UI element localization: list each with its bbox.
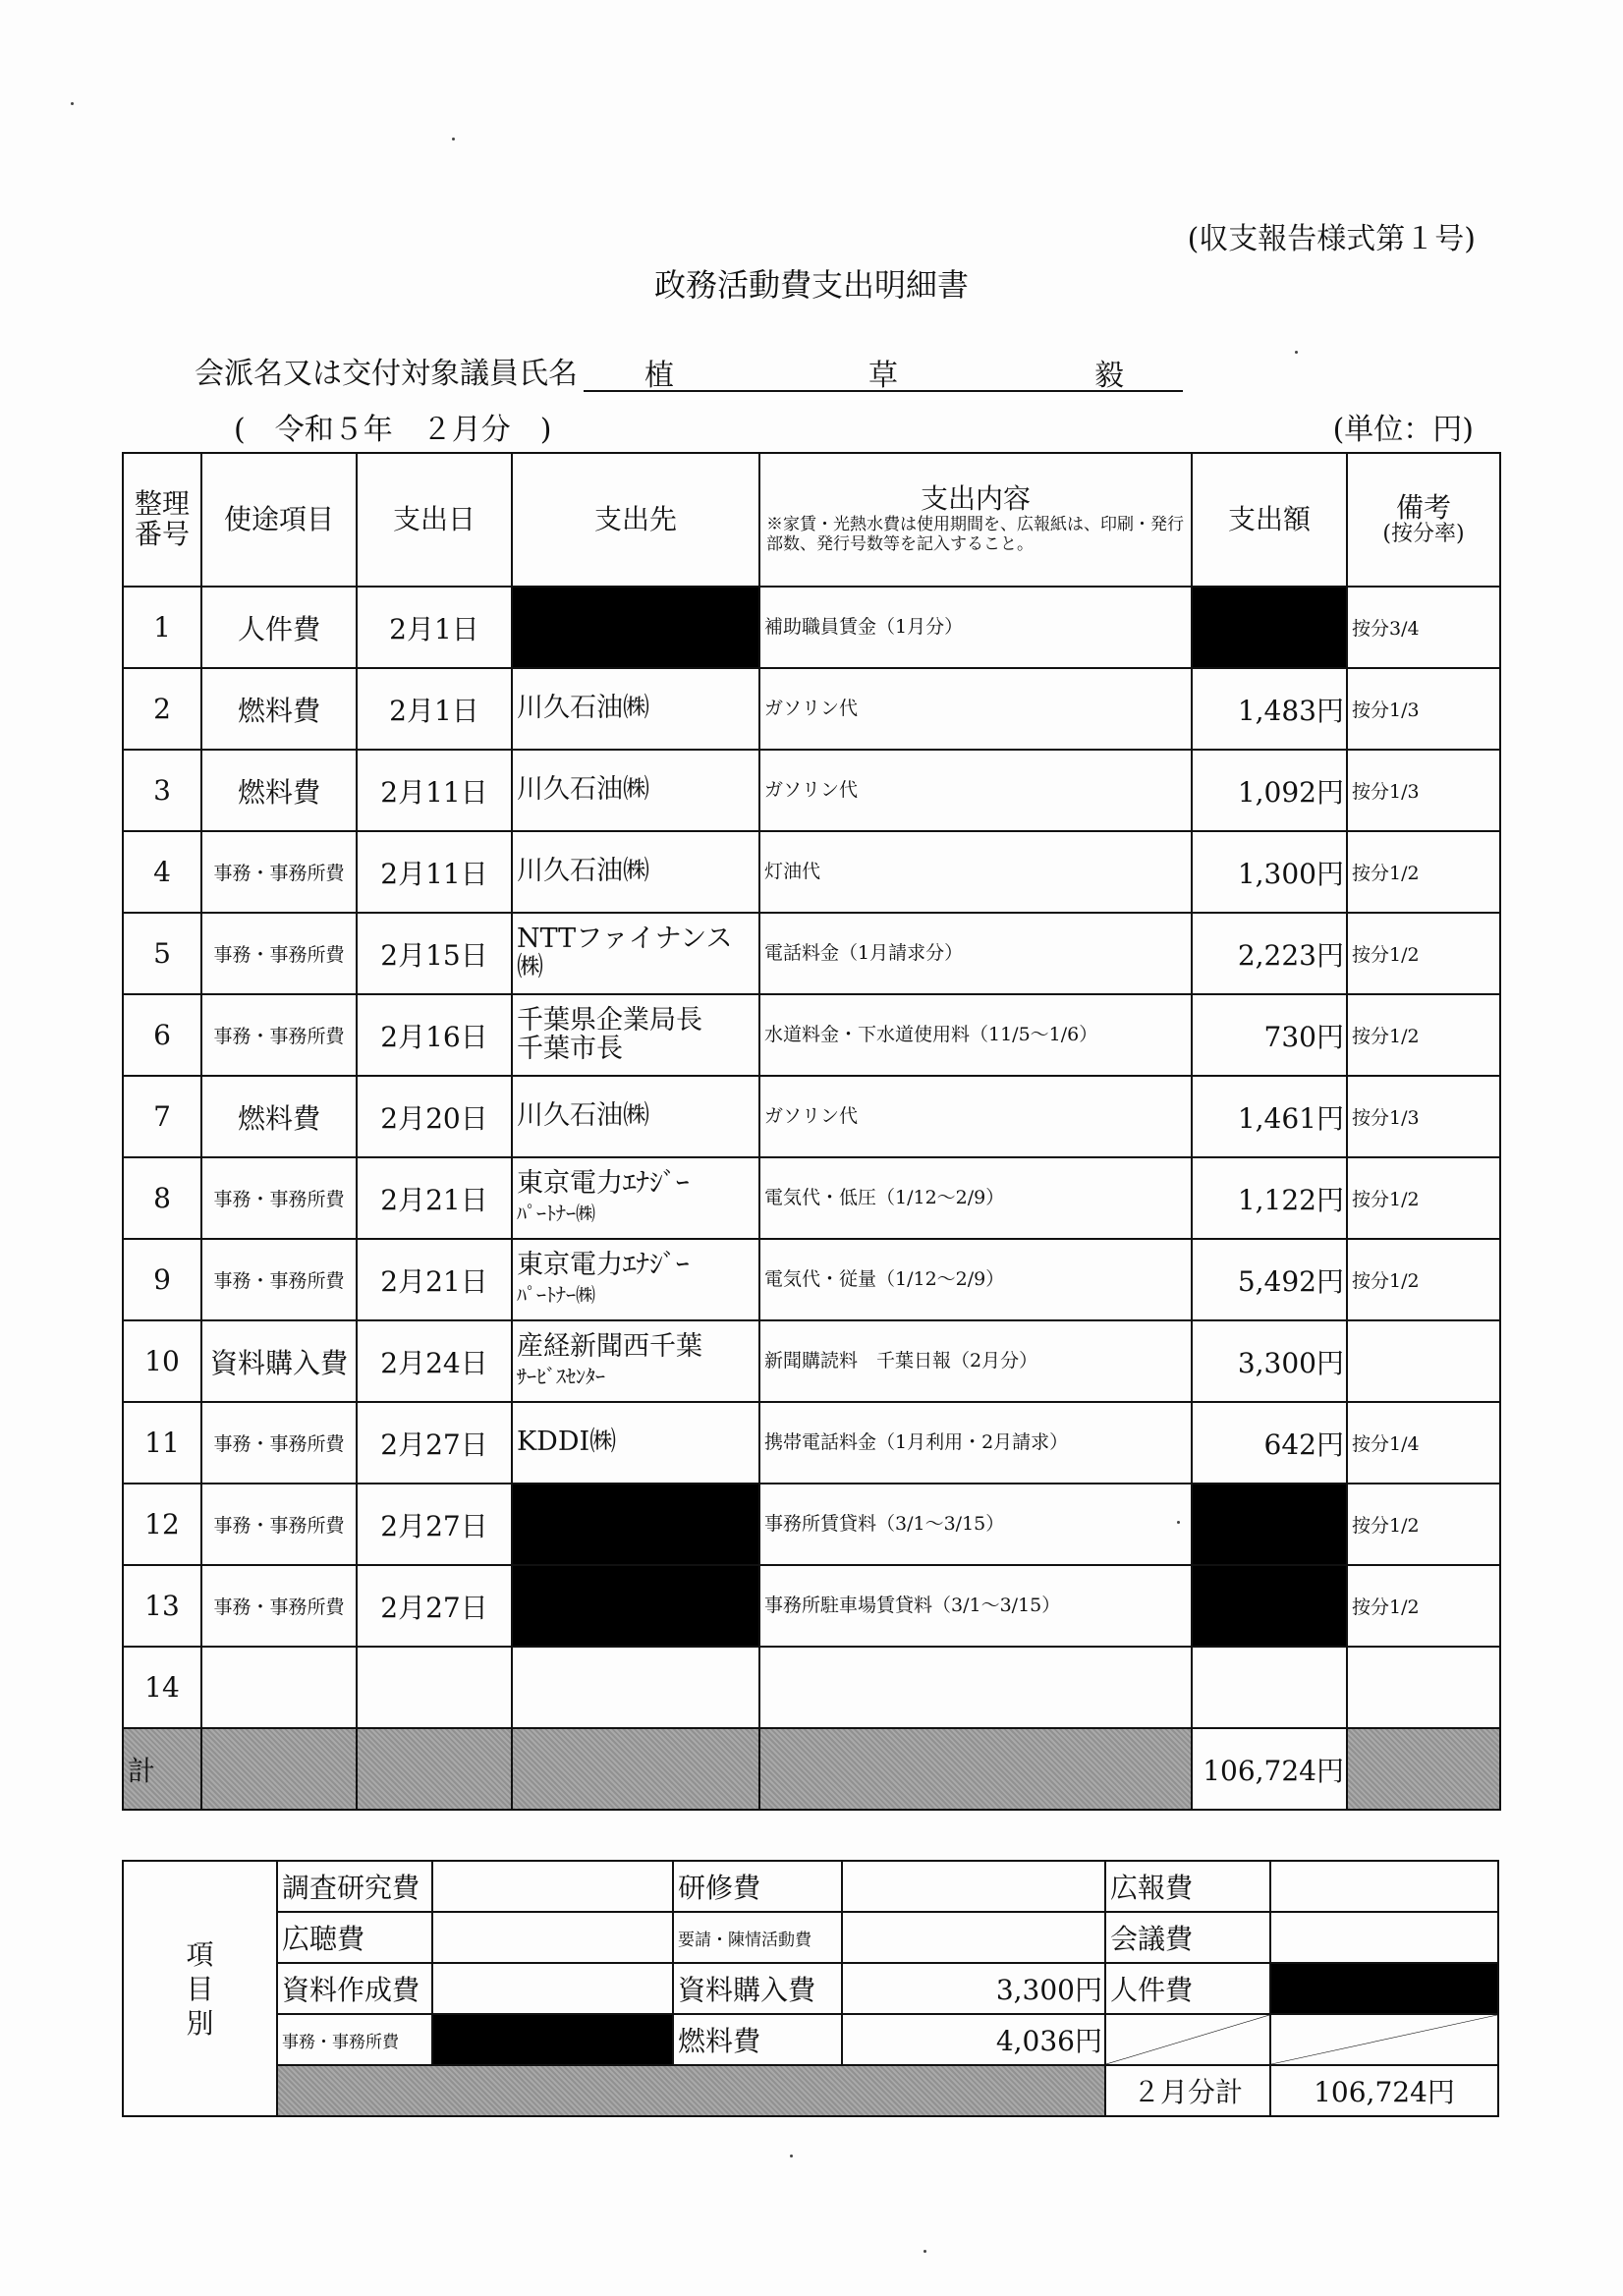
row-remarks: 按分1/2	[1347, 994, 1500, 1076]
scan-speck	[790, 2155, 793, 2157]
row-payee	[512, 1647, 759, 1728]
label-hearing: 広聴費	[277, 1912, 432, 1963]
row-remarks: 按分1/2	[1347, 1565, 1500, 1647]
label-training: 研修費	[673, 1861, 842, 1912]
summary-row-3	[123, 1963, 1498, 2014]
col-remarks	[1347, 453, 1500, 587]
row-remarks: 按分1/3	[1347, 668, 1500, 750]
value-fuel: 4,036円	[842, 2014, 1105, 2065]
label-publicity: 広報費	[1105, 1861, 1270, 1912]
row-content: 灯油代	[759, 831, 1192, 913]
row-remarks: 按分1/2	[1347, 1484, 1500, 1565]
row-content	[759, 1647, 1192, 1728]
row-amount: 3,300円	[1192, 1320, 1347, 1402]
row-remarks: 按分3/4	[1347, 587, 1500, 668]
row-category: 事務・事務所費	[201, 913, 357, 994]
row-payee	[512, 1320, 759, 1402]
row-payee-line2: 千葉市長	[517, 1033, 623, 1064]
col-amount: 支出額	[1192, 453, 1347, 587]
table-row	[123, 994, 1500, 1076]
row-no: 14	[123, 1647, 201, 1728]
side-char-3: 別	[186, 2006, 214, 2040]
member-name-part-1: 植	[644, 359, 674, 393]
summary-row-4	[123, 2014, 1498, 2065]
row-category: 事務・事務所費	[201, 1565, 357, 1647]
row-no: 11	[123, 1402, 201, 1484]
col-no	[123, 453, 201, 587]
value-petition	[842, 1912, 1105, 1963]
total-blank-3	[512, 1728, 759, 1810]
col-content-note: ※家賃・光熱水費は使用期間を、広報紙は、印刷・発行部数、発行号数等を記入すること。	[766, 515, 1184, 555]
label-petition: 要請・陳情活動費	[673, 1912, 842, 1963]
label-materials-purchase: 資料購入費	[673, 1963, 842, 2014]
value-materials-purchase: 3,300円	[842, 1963, 1105, 2014]
row-payee-redacted	[512, 1484, 759, 1565]
row-no: 8	[123, 1157, 201, 1239]
row-category: 事務・事務所費	[201, 831, 357, 913]
label-materials-creation: 資料作成費	[277, 1963, 432, 2014]
row-content: 電気代・低圧（1/12～2/9）	[759, 1157, 1192, 1239]
row-no: 3	[123, 750, 201, 831]
table-row	[123, 1484, 1500, 1565]
row-amount: 1,461円	[1192, 1076, 1347, 1157]
value-research	[432, 1861, 673, 1912]
table-row	[123, 1076, 1500, 1157]
row-amount: 730円	[1192, 994, 1347, 1076]
value-personnel-redacted	[1270, 1963, 1498, 2014]
row-payee-line2: ﾊﾟｰﾄﾅｰ㈱	[517, 1282, 595, 1307]
diagonal-cell-1	[1105, 2014, 1270, 2065]
row-remarks: 按分1/2	[1347, 913, 1500, 994]
value-meeting	[1270, 1912, 1498, 1963]
col-no-line1: 整理	[134, 487, 190, 521]
member-label: 会派名又は交付対象議員氏名	[195, 357, 578, 391]
member-name-part-2: 草	[868, 359, 898, 393]
row-amount	[1192, 1647, 1347, 1728]
row-payee	[512, 750, 759, 831]
row-no: 1	[123, 587, 201, 668]
row-payee	[512, 668, 759, 750]
row-payee	[512, 1157, 759, 1239]
total-blank-1	[201, 1728, 357, 1810]
table-row	[123, 1320, 1500, 1402]
row-amount-redacted	[1192, 587, 1347, 668]
total-amount: 106,724円	[1192, 1728, 1347, 1810]
row-amount: 642円	[1192, 1402, 1347, 1484]
row-payee-redacted	[512, 1565, 759, 1647]
row-category: 資料購入費	[201, 1320, 357, 1402]
label-month-total: ２月分計	[1105, 2065, 1270, 2116]
row-content: ガソリン代	[759, 750, 1192, 831]
col-content-title: 支出内容	[920, 482, 1031, 516]
row-payee-redacted	[512, 587, 759, 668]
row-amount: 5,492円	[1192, 1239, 1347, 1320]
row-remarks	[1347, 1647, 1500, 1728]
row-date: 2月16日	[357, 994, 512, 1076]
table-row	[123, 1647, 1500, 1728]
side-char-1: 項	[186, 1937, 214, 1971]
label-office: 事務・事務所費	[277, 2014, 432, 2065]
col-date: 支出日	[357, 453, 512, 587]
row-content: 電話料金（1月請求分）	[759, 913, 1192, 994]
summary-row-1	[123, 1861, 1498, 1912]
row-no: 9	[123, 1239, 201, 1320]
form-number: (収支報告様式第１号)	[1187, 222, 1476, 256]
row-payee-line2: ｻｰﾋﾞｽｾﾝﾀｰ	[517, 1364, 605, 1388]
row-no: 5	[123, 913, 201, 994]
row-date: 2月15日	[357, 913, 512, 994]
table-row	[123, 913, 1500, 994]
summary-side-label	[123, 1861, 277, 2116]
value-month-total: 106,724円	[1270, 2065, 1498, 2116]
row-category: 燃料費	[201, 750, 357, 831]
side-char-2: 目	[186, 1972, 214, 2005]
row-date: 2月27日	[357, 1484, 512, 1565]
row-no: 4	[123, 831, 201, 913]
scan-speck	[71, 102, 74, 105]
row-payee-line1: KDDI㈱	[517, 1427, 617, 1458]
table-row	[123, 1157, 1500, 1239]
table-row	[123, 750, 1500, 831]
row-remarks: 按分1/3	[1347, 1076, 1500, 1157]
row-payee	[512, 994, 759, 1076]
row-remarks: 按分1/2	[1347, 831, 1500, 913]
row-category: 事務・事務所費	[201, 994, 357, 1076]
row-payee	[512, 831, 759, 913]
row-payee-line1: 東京電力ｴﾅｼﾞｰ	[517, 1250, 690, 1281]
scan-speck	[452, 138, 455, 140]
row-content: 補助職員賃金（1月分）	[759, 587, 1192, 668]
diagonal-cell-2	[1270, 2014, 1498, 2065]
row-date: 2月27日	[357, 1402, 512, 1484]
label-research: 調査研究費	[277, 1861, 432, 1912]
total-blank-2	[357, 1728, 512, 1810]
row-category	[201, 1647, 357, 1728]
table-row	[123, 587, 1500, 668]
row-no: 10	[123, 1320, 201, 1402]
row-payee-line1: 産経新聞西千葉	[517, 1331, 702, 1363]
summary-row-5	[123, 2065, 1498, 2116]
row-no: 12	[123, 1484, 201, 1565]
value-office-redacted	[432, 2014, 673, 2065]
unit-label: (単位：円)	[1332, 413, 1474, 447]
value-materials-creation	[432, 1963, 673, 2014]
label-fuel: 燃料費	[673, 2014, 842, 2065]
row-content: 事務所賃貸料（3/1～3/15）	[759, 1484, 1192, 1565]
summary-row-2	[123, 1912, 1498, 1963]
row-category: 事務・事務所費	[201, 1239, 357, 1320]
col-content	[759, 453, 1192, 587]
report-period: ( 令和５年 ２月分 )	[234, 413, 552, 447]
total-label: 計	[123, 1728, 201, 1810]
row-date: 2月1日	[357, 668, 512, 750]
diagonal-line-2	[1271, 2015, 1497, 2064]
value-training	[842, 1861, 1105, 1912]
table-row	[123, 1402, 1500, 1484]
row-content: 水道料金・下水道使用料（11/5～1/6）	[759, 994, 1192, 1076]
row-payee-line1: 川久石油㈱	[517, 693, 649, 724]
row-date: 2月11日	[357, 831, 512, 913]
total-blank-4	[759, 1728, 1192, 1810]
row-date: 2月11日	[357, 750, 512, 831]
row-category: 燃料費	[201, 1076, 357, 1157]
row-payee	[512, 913, 759, 994]
scan-speck	[923, 2250, 926, 2253]
scan-speck	[1177, 1521, 1180, 1524]
label-personnel: 人件費	[1105, 1963, 1270, 2014]
scan-speck	[1295, 351, 1298, 354]
row-no: 6	[123, 994, 201, 1076]
header-row	[123, 453, 1500, 587]
row-amount-redacted	[1192, 1484, 1347, 1565]
col-payee: 支出先	[512, 453, 759, 587]
row-amount: 1,483円	[1192, 668, 1347, 750]
row-date: 2月1日	[357, 587, 512, 668]
row-date: 2月21日	[357, 1239, 512, 1320]
summary-table	[122, 1860, 1499, 2117]
row-payee	[512, 1239, 759, 1320]
col-no-line2: 番号	[134, 518, 190, 550]
row-payee-line1: 川久石油㈱	[517, 856, 649, 887]
row-amount-redacted	[1192, 1565, 1347, 1647]
total-blank-5	[1347, 1728, 1500, 1810]
row-payee-line1: 川久石油㈱	[517, 1100, 649, 1132]
document-title: 政務活動費支出明細書	[653, 266, 969, 304]
row-date: 2月20日	[357, 1076, 512, 1157]
col-category: 使途項目	[201, 453, 357, 587]
row-payee	[512, 1076, 759, 1157]
row-payee-line1: NTTファイナンス	[517, 924, 733, 955]
row-content: ガソリン代	[759, 1076, 1192, 1157]
row-amount: 1,122円	[1192, 1157, 1347, 1239]
row-remarks: 按分1/2	[1347, 1239, 1500, 1320]
row-no: 2	[123, 668, 201, 750]
row-payee-line2: ﾊﾟｰﾄﾅｰ㈱	[517, 1201, 595, 1225]
row-content: 事務所駐車場賃貸料（3/1～3/15）	[759, 1565, 1192, 1647]
row-content: ガソリン代	[759, 668, 1192, 750]
member-name-field	[584, 353, 1183, 392]
row-no: 13	[123, 1565, 201, 1647]
total-row	[123, 1728, 1500, 1810]
row-category: 人件費	[201, 587, 357, 668]
row-payee-line1: 東京電力ｴﾅｼﾞｰ	[517, 1168, 690, 1200]
row-remarks: 按分1/2	[1347, 1157, 1500, 1239]
row-category: 事務・事務所費	[201, 1484, 357, 1565]
row-payee-line1: 千葉県企業局長	[517, 1005, 702, 1036]
value-hearing	[432, 1912, 673, 1963]
row-payee	[512, 1402, 759, 1484]
row-payee-line1: 川久石油㈱	[517, 774, 649, 806]
row-no: 7	[123, 1076, 201, 1157]
row-remarks	[1347, 1320, 1500, 1402]
table-row	[123, 1239, 1500, 1320]
row-amount: 1,092円	[1192, 750, 1347, 831]
expenditure-table	[122, 452, 1501, 1811]
row-remarks: 按分1/3	[1347, 750, 1500, 831]
col-remarks-sub: (按分率)	[1382, 522, 1465, 547]
member-name-part-3: 毅	[1094, 359, 1124, 393]
diagonal-line-1	[1106, 2015, 1269, 2064]
table-row	[123, 1565, 1500, 1647]
row-date: 2月27日	[357, 1565, 512, 1647]
table-row	[123, 831, 1500, 913]
table-row	[123, 668, 1500, 750]
row-category: 燃料費	[201, 668, 357, 750]
row-category: 事務・事務所費	[201, 1157, 357, 1239]
value-publicity	[1270, 1861, 1498, 1912]
member-line	[195, 349, 1183, 392]
row-amount: 2,223円	[1192, 913, 1347, 994]
row-content: 新聞購読料 千葉日報（2月分）	[759, 1320, 1192, 1402]
row-date: 2月24日	[357, 1320, 512, 1402]
col-remarks-title: 備考	[1395, 490, 1451, 524]
row-amount: 1,300円	[1192, 831, 1347, 913]
summary-shaded	[277, 2065, 1105, 2116]
row-content: 電気代・従量（1/12～2/9）	[759, 1239, 1192, 1320]
row-date: 2月21日	[357, 1157, 512, 1239]
row-date	[357, 1647, 512, 1728]
row-remarks: 按分1/4	[1347, 1402, 1500, 1484]
row-payee-line2: ㈱	[517, 951, 543, 982]
label-meeting: 会議費	[1105, 1912, 1270, 1963]
row-content: 携帯電話料金（1月利用・2月請求）	[759, 1402, 1192, 1484]
row-category: 事務・事務所費	[201, 1402, 357, 1484]
